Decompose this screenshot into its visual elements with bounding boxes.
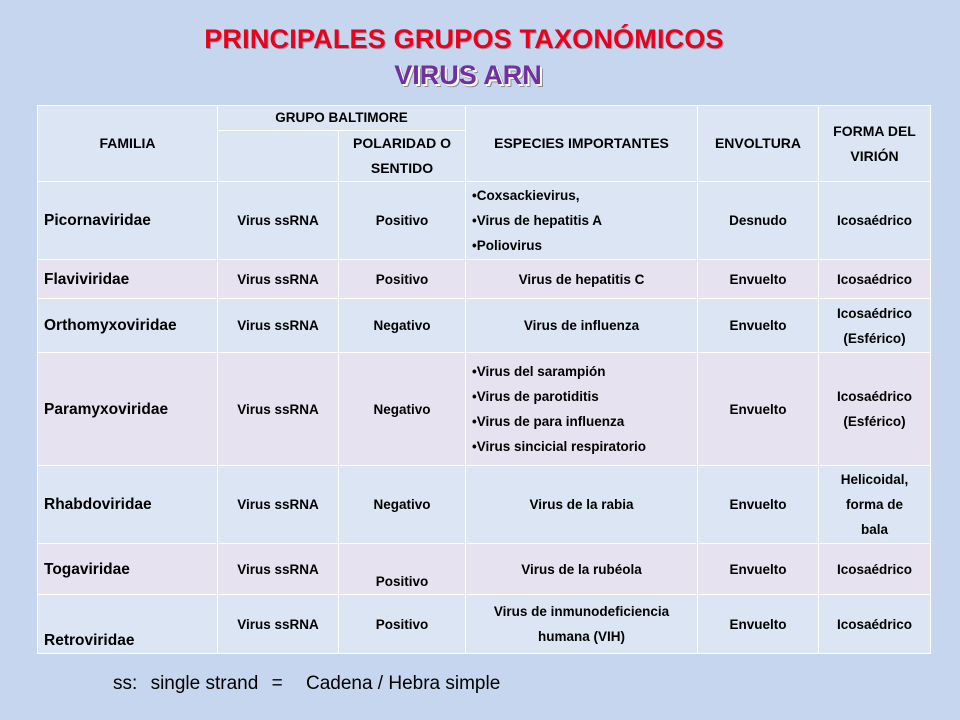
table-row <box>38 544 931 595</box>
cell-familia: Flaviviridae <box>38 260 218 299</box>
cell-polaridad: Negativo <box>339 299 466 353</box>
cell-grupo: Virus ssRNA <box>218 595 339 654</box>
especies-line: humana (VIH) <box>537 629 625 644</box>
forma-line: Icosaédrico <box>836 389 913 404</box>
header-familia: FAMILIA <box>38 106 218 182</box>
species-item: • Virus del sarampión <box>472 359 694 384</box>
table-row <box>38 466 931 544</box>
footnote-translation: Cadena / Hebra simple <box>305 673 501 694</box>
cell-especies <box>466 595 698 654</box>
header-forma: FORMA DEL VIRIÓN <box>819 106 931 182</box>
header-polaridad: POLARIDAD O SENTIDO <box>339 131 466 182</box>
cell-envoltura: Desnudo <box>698 182 819 260</box>
especies-line: Virus de inmunodeficiencia <box>493 604 670 619</box>
cell-forma <box>819 299 931 353</box>
forma-line: forma de <box>845 497 903 512</box>
cell-grupo: Virus ssRNA <box>218 182 339 260</box>
cell-forma: Icosaédrico <box>819 544 931 595</box>
footnote-abbr: ss: <box>113 673 138 694</box>
cell-especies: Virus de hepatitis C <box>466 260 698 299</box>
cell-grupo: Virus ssRNA <box>218 260 339 299</box>
header-grupo-baltimore: GRUPO BALTIMORE <box>218 106 466 131</box>
cell-polaridad: Negativo <box>339 466 466 544</box>
footnote-equals: = <box>271 673 283 694</box>
header-especies: ESPECIES IMPORTANTES <box>466 106 698 182</box>
cell-familia: Paramyxoviridae <box>38 353 218 466</box>
species-item: • Virus de hepatitis A <box>472 208 694 233</box>
cell-grupo: Virus ssRNA <box>218 544 339 595</box>
slide-title: PRINCIPALES GRUPOS TAXONÓMICOS <box>204 24 724 54</box>
cell-forma <box>819 466 931 544</box>
cell-forma <box>819 353 931 466</box>
cell-envoltura: Envuelto <box>698 260 819 299</box>
cell-polaridad: Positivo <box>339 595 466 654</box>
table-row <box>38 182 931 260</box>
table-row <box>38 595 931 654</box>
cell-envoltura: Envuelto <box>698 466 819 544</box>
cell-familia: Retroviridae <box>38 595 218 654</box>
cell-especies: Virus de influenza <box>466 299 698 353</box>
species-item: • Virus de parotiditis <box>472 384 694 409</box>
species-item: • Virus de para influenza <box>472 409 694 434</box>
cell-envoltura: Envuelto <box>698 595 819 654</box>
cell-forma: Icosaédrico <box>819 595 931 654</box>
cell-especies <box>466 182 698 260</box>
forma-line: (Esférico) <box>843 330 906 346</box>
taxonomy-table <box>37 105 931 654</box>
table-row <box>38 299 931 353</box>
footnote <box>113 673 508 695</box>
header-envoltura: ENVOLTURA <box>698 106 819 182</box>
table-row <box>38 353 931 466</box>
cell-grupo: Virus ssRNA <box>218 299 339 353</box>
cell-grupo: Virus ssRNA <box>218 466 339 544</box>
cell-especies: Virus de la rubéola <box>466 544 698 595</box>
cell-polaridad: Positivo <box>339 182 466 260</box>
forma-line: Helicoidal, <box>840 472 909 487</box>
footnote-meaning: single strand <box>150 673 259 694</box>
cell-envoltura: Envuelto <box>698 544 819 595</box>
cell-polaridad: Negativo <box>339 353 466 466</box>
species-item: • Coxsackievirus, <box>472 183 694 208</box>
slide-subtitle: VIRUS ARN <box>394 60 542 90</box>
header-grupo-empty <box>218 131 339 182</box>
cell-polaridad: Positivo <box>339 544 466 595</box>
cell-polaridad: Positivo <box>339 260 466 299</box>
cell-familia: Togaviridae <box>38 544 218 595</box>
cell-forma: Icosaédrico <box>819 260 931 299</box>
cell-familia: Picornaviridae <box>38 182 218 260</box>
cell-familia: Rhabdoviridae <box>38 466 218 544</box>
cell-grupo: Virus ssRNA <box>218 353 339 466</box>
forma-line: bala <box>860 522 888 537</box>
forma-line: Icosaédrico <box>836 305 913 321</box>
cell-forma: Icosaédrico <box>819 182 931 260</box>
cell-familia: Orthomyxoviridae <box>38 299 218 353</box>
cell-envoltura: Envuelto <box>698 299 819 353</box>
cell-especies <box>466 353 698 466</box>
species-item: • Virus sincicial respiratorio <box>472 434 694 459</box>
table-row <box>38 260 931 299</box>
cell-especies: Virus de la rabia <box>466 466 698 544</box>
species-item: • Poliovirus <box>472 233 694 258</box>
cell-envoltura: Envuelto <box>698 353 819 466</box>
forma-line: (Esférico) <box>843 414 906 429</box>
